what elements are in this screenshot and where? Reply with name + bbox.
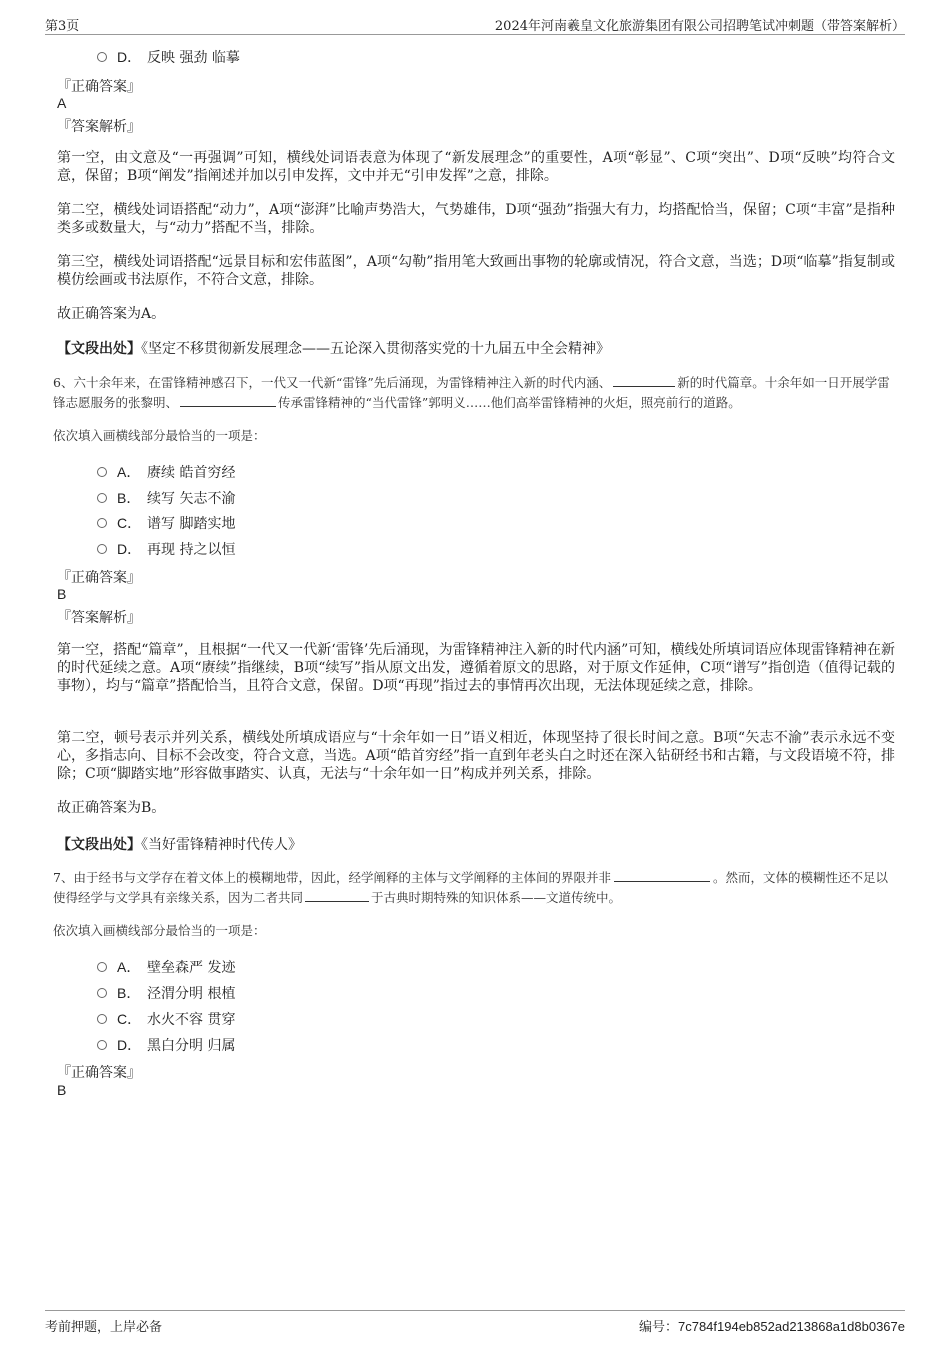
radio-icon[interactable] [97, 962, 107, 972]
source-line: 【文段出处】《当好雷锋精神时代传人》 [57, 837, 302, 853]
answer-label: 『正确答案』 [57, 570, 141, 586]
analysis-paragraph: 第二空，顿号表示并列关系，横线处所填成语应与“十余年如一日”语义相近，体现坚持了很长时间之意。B项“矢志不渝”表示永远不变心，多指志向、目标不会改变，符合文意，当选。A项“皓首穷经”指一直到年老头白之时还在深入钻研经书和古籍，与文段语境不符，排除；C项“脚踏实地”形容做事踏实、认真，无法与“十余年如一日”构成并列关系，排除。 [57, 730, 895, 782]
q6-option-a[interactable]: A． 赓续 皓首穷经 [97, 462, 235, 482]
q6-option-b[interactable]: B． 续写 矢志不渝 [97, 488, 235, 508]
radio-icon[interactable] [97, 52, 107, 62]
q7-option-b[interactable]: B． 泾渭分明 根植 [97, 983, 235, 1003]
radio-icon[interactable] [97, 1014, 107, 1024]
analysis-paragraph: 第二空，横线处词语搭配“动力”，A项“澎湃”比喻声势浩大，气势雄伟，D项“强劲”指强大有力，均搭配恰当，保留；C项“丰富”是指种类多或数量大，与“动力”搭配不当，排除。 [57, 202, 895, 236]
conclusion: 故正确答案为B。 [57, 800, 166, 816]
radio-icon[interactable] [97, 1040, 107, 1050]
analysis-label: 『答案解析』 [57, 119, 141, 135]
fill-blank [180, 394, 276, 407]
document-code: 编号：7c784f194eb852ad213868a1d8b0367e [638, 1319, 905, 1335]
question-stem: 7、由于经书与文学存在着文体上的模糊地带，因此，经学阐释的主体与文学阐释的主体间的界限并非 。然而，文体的模糊性还不足以使得经学与文学具有亲缘关系，因为二者共同 于古典时期特殊的知识体系——文道传统中。 [53, 870, 888, 905]
analysis-paragraph: 第一空，搭配“篇章”，且根据“一代又一代新‘雷锋’先后涌现，为雷锋精神注入新的时代内涵”可知，横线处所填词语应体现雷锋精神在新的时代延续之意。A项“赓续”指继续，B项“续写”指从原文出发，遵循着原文的思路，对于原文作延伸，C项“谱写”指创造（值得记载的事物），均与“篇章”搭配恰当，且符合文意，保留。D项“再现”指过去的事情再次出现，无法体现延续之意，排除。 [57, 642, 895, 694]
fill-blank [305, 889, 369, 902]
radio-icon[interactable] [97, 493, 107, 503]
question-prompt: 依次填入画横线部分最恰当的一项是： [53, 923, 266, 938]
page-header [45, 12, 905, 35]
radio-icon[interactable] [97, 467, 107, 477]
conclusion: 故正确答案为A。 [57, 306, 166, 322]
page-footer [45, 1310, 905, 1335]
page-number: 第3页 [45, 19, 80, 34]
answer-value: A [57, 95, 67, 111]
q5-option-d[interactable]: D． 反映 强劲 临摹 [97, 47, 240, 67]
answer-label: 『正确答案』 [57, 79, 141, 95]
footer-slogan: 考前押题，上岸必备 [45, 1320, 163, 1335]
question-stem: 6、六十余年来，在雷锋精神感召下，一代又一代新“雷锋”先后涌现，为雷锋精神注入新的时代内涵、 新的时代篇章。十余年如一日开展学雷锋志愿服务的张黎明、 传承雷锋精神的“当代雷锋”郭明义……他们高举雷锋精神的火炬，照亮前行的道路。 [53, 375, 890, 410]
answer-value: B [57, 1082, 67, 1098]
question-prompt: 依次填入画横线部分最恰当的一项是： [53, 428, 266, 443]
radio-icon[interactable] [97, 544, 107, 554]
analysis-paragraph: 第一空，由文意及“一再强调”可知，横线处词语表意为体现了“新发展理念”的重要性，A项“彰显”、C项“突出”、D项“反映”均符合文意，保留；B项“阐发”指阐述并加以引申发挥，文中并无“引申发挥”之意，排除。 [57, 150, 895, 184]
fill-blank [613, 374, 675, 387]
q7-option-d[interactable]: D． 黑白分明 归属 [97, 1035, 235, 1055]
q6-option-d[interactable]: D． 再现 持之以恒 [97, 539, 235, 559]
answer-label: 『正确答案』 [57, 1065, 141, 1081]
q6-option-c[interactable]: C． 谱写 脚踏实地 [97, 513, 235, 533]
q7-option-a[interactable]: A． 壁垒森严 发迹 [97, 957, 235, 977]
document-title: 2024年河南羲皇文化旅游集团有限公司招聘笔试冲刺题（带答案解析） [494, 19, 905, 34]
radio-icon[interactable] [97, 988, 107, 998]
answer-value: B [57, 586, 67, 602]
analysis-label: 『答案解析』 [57, 610, 141, 626]
source-line: 【文段出处】《坚定不移贯彻新发展理念——五论深入贯彻落实党的十九届五中全会精神》 [57, 341, 610, 357]
radio-icon[interactable] [97, 518, 107, 528]
analysis-paragraph: 第三空，横线处词语搭配“远景目标和宏伟蓝图”，A项“勾勒”指用笔大致画出事物的轮廓或情况，符合文意，当选；D项“临摹”指复制或模仿绘画或书法原作，不符合文意，排除。 [57, 254, 895, 288]
q7-option-c[interactable]: C． 水火不容 贯穿 [97, 1009, 235, 1029]
fill-blank [614, 869, 710, 882]
